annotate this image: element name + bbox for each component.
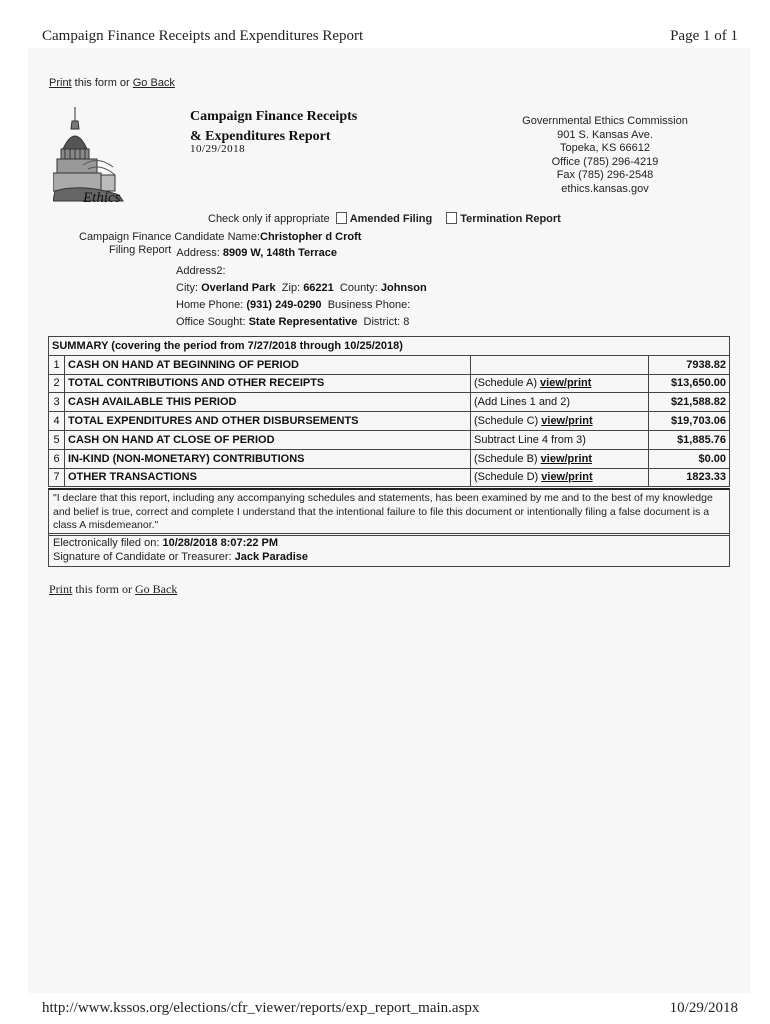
capitol-seal-logo (53, 105, 133, 205)
line-label: CASH ON HAND AT CLOSE OF PERIOD (65, 430, 471, 449)
line-number: 1 (49, 355, 65, 374)
candidate-address: 8909 W, 148th Terrace (222, 247, 338, 259)
candidate-name-label: Campaign Finance Candidate Name: (79, 231, 260, 243)
city-label: City: (176, 282, 202, 294)
commission-name: Governmental Ethics Commission (522, 115, 688, 127)
report-title-line2: & Expenditures Report (190, 129, 331, 144)
zip-label: Zip: (281, 282, 304, 294)
schedule-ref: (Add Lines 1 and 2) (474, 396, 571, 409)
nav-links-top (49, 77, 175, 89)
line-number: 4 (49, 412, 65, 431)
line-amount: 1823.33 (649, 468, 730, 487)
commission-website: ethics.kansas.gov (561, 182, 649, 195)
schedule-ref: (Schedule A) (474, 377, 541, 390)
line-label: TOTAL CONTRIBUTIONS AND OTHER RECEIPTS (65, 374, 471, 393)
line-reference (471, 393, 649, 412)
print-footer (42, 1000, 738, 1020)
line-reference (471, 412, 649, 431)
line-amount: 7938.82 (649, 355, 730, 374)
commission-office-phone: Office (785) 296-4219 (551, 155, 659, 168)
office-label: Office Sought: (176, 316, 249, 328)
line-reference (471, 355, 649, 374)
line-amount: $13,650.00 (649, 374, 730, 393)
district-label: District: (363, 316, 404, 328)
print-link[interactable]: Print (49, 77, 72, 89)
nav-links-bottom (49, 582, 177, 597)
filed-on-label: Electronically filed on: (53, 537, 163, 549)
print-header-title: Campaign Finance Receipts and Expenditures Report (42, 28, 364, 44)
candidate-county: Johnson (380, 282, 427, 294)
summary-header-row (49, 337, 730, 356)
report-title (190, 107, 357, 147)
print-link-bottom[interactable]: Print (49, 582, 73, 596)
print-footer-date: 10/29/2018 (669, 1000, 738, 1016)
line-amount: $19,703.06 (649, 412, 730, 431)
schedule-ref: (Schedule D) (474, 471, 542, 484)
filing-report-label: Filing Report (109, 244, 172, 256)
line-reference (471, 374, 649, 393)
declaration-text: "I declare that this report, including any accompanying schedules and statements, has been examined by me and to the best of my knowledge and belief is true, correct and complete I understand that the intentional failure to file this document or intentionally filing a false document is a class A misdemeanor." (48, 488, 730, 536)
filed-on-value: 10/28/2018 8:07:22 PM (162, 537, 279, 549)
ethics-logo-text: Ethics (83, 190, 121, 205)
candidate-city: Overland Park (201, 282, 276, 294)
address2-line (176, 265, 226, 277)
filing-report-line (109, 244, 338, 259)
signature-value: Jack Paradise (234, 551, 308, 563)
line-amount: $1,885.76 (649, 430, 730, 449)
print-footer-url: http://www.kssos.org/elections/cfr_viewer/reports/exp_report_main.aspx (42, 1000, 480, 1016)
summary-row (49, 393, 730, 412)
address-label: Address: (176, 247, 223, 259)
candidate-office: State Representative (248, 316, 358, 328)
report-title-line1: Campaign Finance Receipts (190, 109, 358, 124)
termination-report-checkbox[interactable] (446, 212, 457, 224)
schedule-ref: (Schedule C) (474, 415, 542, 428)
candidate-zip: 66221 (303, 282, 334, 294)
view-print-link[interactable]: view/print (540, 452, 592, 465)
commission-address (500, 115, 710, 196)
commission-fax: Fax (785) 296-2548 (556, 169, 654, 181)
line-number: 3 (49, 393, 65, 412)
summary-header: SUMMARY (covering the period from 7/27/2018 through 10/25/2018) (49, 337, 730, 356)
filing-type-row (208, 212, 561, 225)
summary-row (49, 412, 730, 431)
office-line (176, 316, 409, 328)
line-number: 2 (49, 374, 65, 393)
go-back-link[interactable]: Go Back (132, 77, 175, 89)
line-label: TOTAL EXPENDITURES AND OTHER DISBURSEMENTS (65, 412, 471, 431)
summary-row (49, 468, 730, 487)
line-label: IN-KIND (NON-MONETARY) CONTRIBUTIONS (65, 449, 471, 468)
line-reference (471, 449, 649, 468)
summary-row (49, 430, 730, 449)
summary-row (49, 355, 730, 374)
line-reference (471, 430, 649, 449)
go-back-link-bottom[interactable]: Go Back (135, 582, 178, 596)
county-label: County: (339, 282, 381, 294)
address2-label: Address2: (176, 265, 226, 277)
commission-city: Topeka, KS 66612 (560, 142, 650, 154)
print-header (42, 28, 738, 48)
line-number: 7 (49, 468, 65, 487)
print-header-page: Page 1 of 1 (670, 28, 738, 44)
candidate-home-phone: (931) 249-0290 (246, 299, 322, 311)
line-amount: $21,588.82 (649, 393, 730, 412)
view-print-link[interactable]: view/print (541, 471, 593, 484)
report-date: 10/29/2018 (190, 143, 246, 155)
nav-text-bottom: this form or (72, 582, 136, 596)
summary-row (49, 374, 730, 393)
schedule-ref: (Schedule B) (474, 452, 541, 465)
business-phone-label: Business Phone: (327, 299, 411, 311)
termination-report-label: Termination Report (460, 213, 561, 225)
summary-table (48, 336, 730, 487)
amended-filing-checkbox[interactable] (336, 212, 347, 224)
line-label: OTHER TRANSACTIONS (65, 468, 471, 487)
schedule-ref: Subtract Line 4 from 3) (474, 433, 586, 446)
candidate-district: 8 (403, 316, 410, 328)
check-prompt: Check only if appropriate (208, 213, 330, 225)
view-print-link[interactable]: view/print (540, 377, 592, 390)
line-amount: $0.00 (649, 449, 730, 468)
line-label: CASH AVAILABLE THIS PERIOD (65, 393, 471, 412)
phone-line (176, 299, 410, 311)
city-line (176, 282, 427, 294)
efile-box (48, 533, 730, 567)
candidate-name: Christopher d Croft (260, 231, 362, 243)
line-number: 5 (49, 430, 65, 449)
nav-text: this form or (71, 77, 133, 89)
amended-filing-label: Amended Filing (349, 213, 433, 225)
home-phone-label: Home Phone: (176, 299, 247, 311)
line-number: 6 (49, 449, 65, 468)
line-reference (471, 468, 649, 487)
candidate-name-line (79, 231, 361, 243)
commission-street: 901 S. Kansas Ave. (557, 128, 653, 141)
summary-row (49, 449, 730, 468)
line-label: CASH ON HAND AT BEGINNING OF PERIOD (65, 355, 471, 374)
view-print-link[interactable]: view/print (541, 415, 593, 428)
signature-label: Signature of Candidate or Treasurer: (53, 551, 235, 563)
